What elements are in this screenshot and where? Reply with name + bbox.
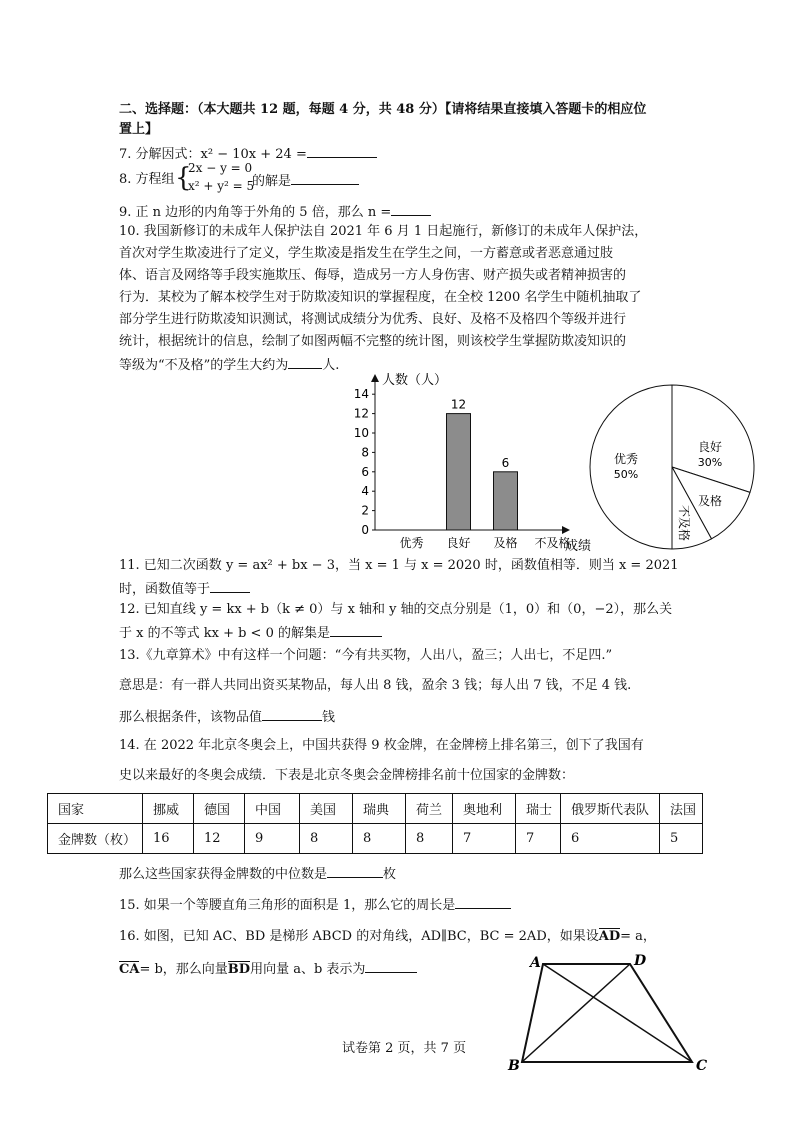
question-16-line1-text: 16. 如图，已知 AC、BD 是梯形 ABCD 的对角线，AD∥BC，BC = 2AD，如果设: [119, 929, 599, 944]
pie-label: 不及格: [677, 504, 691, 542]
bar: [447, 414, 471, 530]
y-tick-label: 2: [361, 503, 369, 518]
table-cell: 6: [561, 824, 660, 854]
question-13-line2: 意思是：有一群人共同出资买某物品，每人出 8 钱，盈余 3 钱；每人出 7 钱，不足 4 钱.: [119, 678, 632, 693]
page-footer: 试卷第 2 页，共 7 页: [342, 1041, 467, 1056]
question-10-line: 10. 我国新修订的未成年人保护法自 2021 年 6 月 1 日起施行，新修订的未成年人保护法，: [119, 224, 648, 239]
table-cell: 瑞士: [516, 794, 561, 824]
y-tick-label: 4: [361, 484, 369, 499]
y-tick-label: 0: [361, 523, 369, 537]
system-equation-1: 2x − y = 0: [188, 161, 253, 175]
data-label: 12: [450, 397, 467, 412]
question-11-line2: [119, 580, 250, 598]
answer-blank: [210, 580, 250, 593]
pie-label: 良好: [697, 440, 723, 454]
table-cell: 9: [245, 824, 300, 854]
pie-percent-label: 50%: [613, 468, 639, 481]
x-tick-label: 不及格: [534, 536, 571, 550]
y-axis-label: 人数（人）: [382, 373, 448, 388]
question-14-line2: 史以来最好的冬奥会成绩．下表是北京冬奥会金牌榜排名前十位国家的金牌数：: [119, 768, 575, 783]
point-label-b: B: [508, 1058, 520, 1074]
question-10-line: 行为．某校为了解本校学生对于防欺凌知识的掌握程度，在全校 1200 名学生中随机抽取了: [119, 290, 642, 305]
answer-blank: [291, 172, 359, 185]
trapezoid-figure: [500, 950, 720, 1075]
answer-blank: [330, 624, 382, 637]
question-9-text: 9. 正 n 边形的内角等于外角的 5 倍，那么 n =: [119, 205, 392, 220]
system-equation-2: x² + y² = 5: [188, 179, 255, 193]
table-cell: 瑞典: [353, 794, 406, 824]
point-label-c: C: [696, 1058, 708, 1074]
diagonal-bd: [522, 964, 630, 1062]
bar: [494, 472, 518, 530]
point-label-a: A: [530, 955, 541, 971]
question-14-line1: 14. 在 2022 年北京冬奥会上，中国共获得 9 枚金牌，在金牌榜上排名第三，创下了我国有: [119, 738, 644, 753]
table-cell: 挪威: [143, 794, 194, 824]
pie-label: 优秀: [613, 452, 639, 466]
table-cell: 金牌数（枚）: [48, 824, 143, 854]
table-cell: 8: [406, 824, 453, 854]
bar-chart: [340, 370, 592, 555]
table-cell: 8: [300, 824, 353, 854]
question-10-line: 统计，根据统计的信息，绘制了如图两幅不完整的统计图，则该校学生掌握防欺凌知识的: [119, 334, 627, 349]
question-10-line: 部分学生进行防欺凌知识测试，将测试成绩分为优秀、良好、及格不及格四个等级并进行: [119, 312, 627, 327]
vector-bd: BD: [227, 962, 251, 977]
question-10-line: 体、语言及网络等手段实施欺压、侮辱，造成另一方人身伤害、财产损失或者精神损害的: [119, 268, 627, 283]
question-13-line3-suffix: 钱: [322, 710, 336, 725]
table-cell: 16: [143, 824, 194, 854]
vector-ca: CA: [119, 962, 140, 977]
gold-medal-table: [47, 793, 703, 854]
y-tick-label: 14: [353, 387, 369, 402]
pie-percent-label: 30%: [697, 456, 723, 469]
answer-blank: [365, 960, 417, 973]
section-header-line1: 二、选择题：（本大题共 12 题，每题 4 分，共 48 分）【请将结果直接填入答题卡的相应位: [119, 102, 647, 117]
question-8-suffix: [252, 172, 359, 190]
answer-blank: [262, 708, 322, 721]
diagonal-ac: [543, 964, 692, 1062]
question-13-line3-prefix: 那么根据条件，该物品值: [119, 710, 263, 725]
table-row: [48, 794, 703, 824]
question-9: [119, 203, 431, 221]
question-12-line2-text: 于 x 的不等式 kx + b < 0 的解集是: [119, 626, 330, 641]
table-cell: 中国: [245, 794, 300, 824]
question-15-text: 15. 如果一个等腰直角三角形的面积是 1，那么它的周长是: [119, 898, 456, 913]
answer-blank: [288, 356, 322, 369]
table-cell: 德国: [194, 794, 245, 824]
data-label: 6: [501, 455, 510, 470]
question-14-after-suffix: 枚: [383, 867, 397, 882]
question-10-last-suffix: 人.: [322, 358, 340, 373]
question-16-line2: [119, 960, 417, 978]
question-11-line2-text: 时，函数值等于: [119, 582, 211, 597]
answer-blank: [327, 865, 383, 878]
trapezoid-abcd: [522, 964, 692, 1062]
table-cell: 国家: [48, 794, 143, 824]
point-label-d: D: [634, 953, 647, 969]
answer-blank: [391, 203, 431, 216]
x-axis-label: 成绩: [565, 539, 592, 554]
question-13-line3: [119, 708, 335, 726]
question-14-after: [119, 865, 396, 883]
question-14-after-prefix: 那么这些国家获得金牌数的中位数是: [119, 867, 328, 882]
left-brace-icon: {: [175, 163, 192, 193]
question-8-prefix: 8. 方程组: [119, 172, 175, 187]
answer-blank: [455, 896, 511, 909]
table-row: [48, 824, 703, 854]
y-tick-label: 10: [353, 426, 369, 440]
question-11-line1: 11. 已知二次函数 y = ax² + bx − 3，当 x = 1 与 x = 2020 时，函数值相等．则当 x = 2021: [119, 558, 679, 573]
question-8-suffix-text: 的解是: [252, 174, 292, 189]
question-16-tail: 用向量 a、b 表示为: [250, 962, 366, 977]
vector-ad: AD: [598, 929, 621, 944]
question-16-line1: [119, 929, 656, 945]
section-header-line2: 置上】: [119, 122, 159, 137]
y-tick-label: 6: [361, 464, 369, 479]
y-tick-label: 12: [353, 406, 369, 421]
pie-label: 及格: [697, 494, 723, 508]
question-10-last-prefix: 等级为“不及格”的学生大约为: [119, 358, 289, 373]
table-cell: 8: [353, 824, 406, 854]
question-13-line1: 13.《九章算术》中有这样一个问题：“今有共买物，人出八，盈三；人出七，不足四.”: [119, 648, 613, 663]
table-cell: 12: [194, 824, 245, 854]
answer-blank: [307, 145, 377, 158]
table-cell: 荷兰: [406, 794, 453, 824]
table-cell: 7: [453, 824, 516, 854]
question-12-line2: [119, 624, 382, 642]
table-cell: 法国: [660, 794, 703, 824]
pie-slice: [590, 385, 672, 549]
x-tick-label: 良好: [446, 536, 471, 550]
table-cell: 奥地利: [453, 794, 516, 824]
table-cell: 5: [660, 824, 703, 854]
question-7-text: 7. 分解因式：x² − 10x + 24 =: [119, 147, 307, 162]
table-cell: 俄罗斯代表队: [561, 794, 660, 824]
question-15: [119, 896, 511, 914]
y-tick-label: 8: [361, 445, 369, 460]
question-16-eq-a: = a，: [620, 929, 656, 944]
question-10-last-line: [119, 356, 339, 374]
question-12-line1: 12. 已知直线 y = kx + b（k ≠ 0）与 x 轴和 y 轴的交点分别是（1，0）和（0，−2），那么关: [119, 602, 673, 617]
question-10-line: 首次对学生欺凌进行了定义，学生欺凌是指发生在学生之间，一方蓄意或者恶意通过肢: [119, 246, 614, 261]
pie-chart: [588, 383, 758, 553]
x-tick-label: 及格: [493, 536, 518, 550]
x-tick-label: 优秀: [399, 536, 424, 550]
table-cell: 美国: [300, 794, 353, 824]
table-cell: 7: [516, 824, 561, 854]
question-16-eq-b: = b，那么向量: [139, 962, 228, 977]
